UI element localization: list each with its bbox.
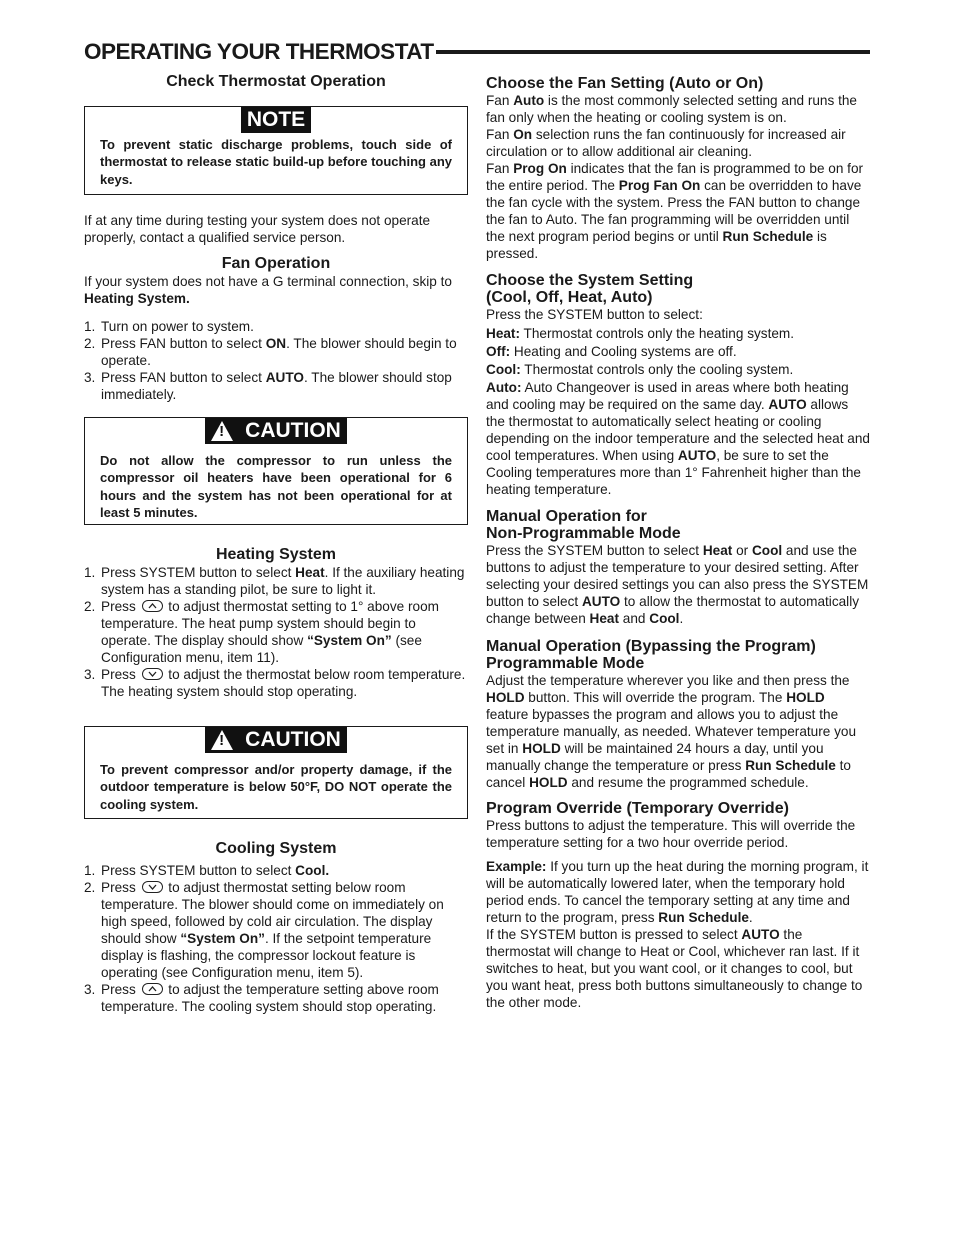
caution-box-compressor — [84, 417, 468, 525]
system-heat-paragraph: Heat: Thermostat controls only the heating system. — [486, 326, 795, 341]
left-column — [84, 72, 468, 1015]
system-auto-paragraph: Auto: Auto Changeover is used in areas where both heating and cooling may be required on the same day. AUTO allows the thermostat to automatically select heating or cooling depending on the indoor temperature and the selected heat and cool temperatures. When using AUTO, be sure to set the Cooling temperatures more than 1° Fahrenheit higher than the heating temperature. — [486, 380, 870, 497]
note-text: To prevent static discharge problems, touch side of thermostat to release static build-up before touching any keys. — [100, 137, 452, 187]
fan-prog-paragraph: Fan Prog On indicates that the fan is programmed to be on for the entire period. The Prog Fan On can be overridden to have the fan cycle with the system. Press the FAN button to change the fan to Auto. The fan programming will be overridden until the next program period begins or until Run Schedule is pressed. — [486, 161, 864, 261]
cooling-steps-list — [84, 862, 468, 1015]
note-badge: NOTE — [241, 107, 311, 133]
page-title: OPERATING YOUR THERMOSTAT — [84, 39, 434, 64]
step-item: 1. Press SYSTEM button to select Heat. If the auxiliary heating system has a standing pilot, be sure to light it. — [84, 565, 465, 597]
step-item: 1. Press SYSTEM button to select Cool. — [84, 863, 330, 878]
down-arrow-key-icon — [142, 881, 163, 893]
caution-compressor-text: Do not allow the compressor to run unless the compressor oil heaters have been operational for 6 hours and the system has not been operational for at least 5 minutes. — [100, 453, 452, 521]
caution-badge: ! CAUTION — [205, 418, 347, 444]
page-header — [84, 38, 870, 66]
fan-on-paragraph: Fan On selection runs the fan continuously for increased air circulation or to allow additional air cleaning. — [486, 127, 846, 159]
warning-triangle-icon — [211, 421, 233, 441]
step-item: 1. Turn on power to system. — [84, 319, 254, 334]
intro-paragraph: If at any time during testing your system does not operate properly, contact a qualified service person. — [84, 213, 431, 245]
right-column — [486, 72, 870, 1011]
system-cool-paragraph: Cool: Thermostat controls only the cooling system. — [486, 362, 794, 377]
step-item: 2. Press FAN button to select ON. The blower should begin to operate. — [84, 336, 457, 368]
fan-steps-list — [84, 318, 468, 403]
override-auto-text: If the SYSTEM button is pressed to select AUTO the thermostat will change to Heat or Cool, whichever ran last. If it switches to heat, but you want cool, or it changes to cool, but you want heat, press both buttons simultaneously to change to the other mode. — [486, 927, 863, 1010]
manual-bypass-heading: Manual Operation (Bypassing the Program) Programmable Mode — [486, 638, 816, 672]
override-example-text: Example: If you turn up the heat during the morning program, it will be automatically lowered later, when the temporary hold period ends. To cancel the temporary setting at any time and return to the program, press Run Schedule. — [486, 859, 869, 925]
caution-box-cooling — [84, 726, 468, 819]
system-setting-heading: Choose the System Setting (Cool, Off, Heat, Auto) — [486, 272, 694, 306]
fan-operation-heading: Fan Operation — [221, 255, 331, 272]
step-item: 3. Press FAN button to select AUTO. The blower should stop immediately. — [84, 370, 452, 402]
up-arrow-key-icon — [142, 600, 163, 612]
caution-cooling-text: To prevent compressor and/or property damage, if the outdoor temperature is below 50°F, DO NOT operate the cooling system. — [100, 762, 452, 812]
up-arrow-key-icon — [142, 983, 163, 995]
fan-setting-heading: Choose the Fan Setting (Auto or On) — [486, 75, 764, 92]
fan-intro: If your system does not have a G terminal connection, skip to Heating System. — [84, 274, 452, 306]
step-item: 3. Press to adjust the thermostat below room temperature. The heating system should stop operating. — [84, 667, 466, 699]
heating-system-heading: Heating System — [215, 546, 337, 563]
step-item: 2. Press to adjust thermostat setting to 1° above room temperature. The heat pump system should begin to operate. The display should show “System On” (see Configuration menu, item 11). — [84, 599, 439, 665]
fan-auto-paragraph: Fan Auto is the most commonly selected setting and runs the fan only when the heating or cooling system is on. — [486, 93, 857, 125]
caution-badge: ! CAUTION — [205, 727, 347, 753]
program-override-heading: Program Override (Temporary Override) — [486, 800, 789, 817]
header-rule — [436, 50, 870, 54]
manual-nonprogrammable-heading: Manual Operation for Non-Programmable Mode — [486, 508, 681, 542]
manual-nonprogrammable-text: Press the SYSTEM button to select Heat or Cool and use the buttons to adjust the temperature to your desired setting. After selecting your desired settings you can also press the SYSTEM button to select AUTO to allow the thermostat to automatically change between Heat and Cool. — [486, 543, 869, 626]
step-item: 2. Press to adjust thermostat setting below room temperature. The blower should come on immediately on high speed, followed by cold air circulation. The display should show “System On”. If the setpoint temperature display is flashing, the compressor lockout feature is operating (see Configuration menu, item 5). — [84, 880, 444, 980]
cooling-system-heading: Cooling System — [215, 840, 337, 857]
system-intro: Press the SYSTEM button to select: — [486, 307, 703, 322]
heating-steps-list — [84, 564, 468, 700]
down-arrow-key-icon — [142, 668, 163, 680]
program-override-text: Press buttons to adjust the temperature. This will override the temperature setting for a two hour override period. — [486, 818, 856, 850]
warning-triangle-icon — [211, 730, 233, 750]
step-item: 3. Press to adjust the temperature setting above room temperature. The cooling system should stop operating. — [84, 982, 439, 1014]
system-off-paragraph: Off: Heating and Cooling systems are off. — [486, 344, 737, 359]
note-box — [84, 106, 468, 195]
manual-bypass-text: Adjust the temperature wherever you like and then press the HOLD button. This will override the program. The HOLD feature bypasses the program and allows you to adjust the temperature manually, as needed. Whatever temperature you set in HOLD will be maintained 24 hours a day, until you manually change the temperature or press Run Schedule to cancel HOLD and resume the programmed schedule. — [486, 673, 856, 790]
check-operation-heading: Check Thermostat Operation — [166, 73, 386, 90]
